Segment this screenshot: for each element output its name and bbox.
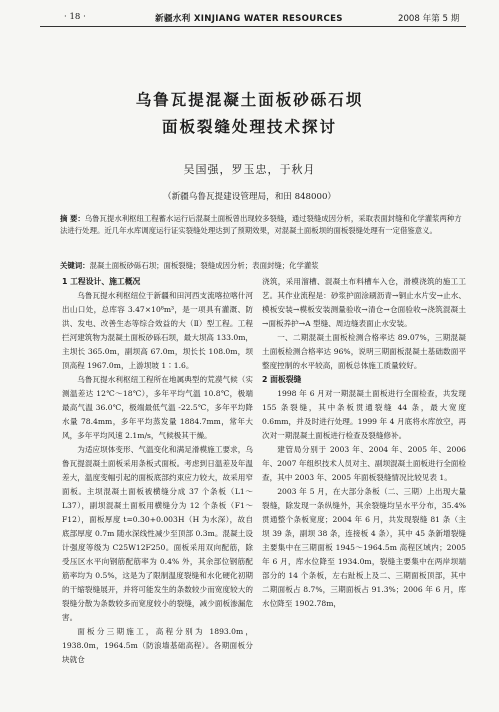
keywords-text: 混凝土面板砂砾石坝；面板裂缝；裂缝成因分析；表面封缝；化学灌浆 xyxy=(89,261,319,270)
body-paragraph: 一、二期混凝土面板检测合格率达 89.07%，三期混凝土面板检测合格率达 96%，说明三期面板混凝土基础数面平整度控制的水平较高，面板总体施工质量较好。 xyxy=(262,333,466,370)
journal-name: 新疆水利 XINJIANG WATER RESOURCES xyxy=(155,14,343,24)
body-paragraph: 建管局分别于 2003 年、2004 年、2005 年、2006 年、2007 年组织技术人员对主、副坝混凝土面板进行全面检查，其中 2003 年、2005 年面板裂缝情况比较见表 1。 xyxy=(262,445,466,482)
right-column xyxy=(262,275,466,611)
affiliation: （新疆乌鲁瓦提建设管理局，和田 848000） xyxy=(162,192,337,202)
body-paragraph: 1998 年 6 月对一期混凝土面板进行全面检查，共发现 155 条裂缝，其中条板贯通裂缝 44 条，最大宽度 0.6mm，并及时进行处理。1999 年 4 月底将水库放空，再次对一期混凝土面板进行检查及裂缝修补。 xyxy=(262,389,466,440)
header-rule xyxy=(40,26,466,27)
body-paragraph: 2003 年 5 月，在大部分条板（二、三期）上出现大量裂缝，除发现一条纵缝外，其余裂缝均呈水平分布，35.4% 贯通整个条板宽度；2004 年 6 月，共发现裂缝 81 条（主坝 39 条，副坝 38 条，连接板 4 条），其中 45 条新增裂缝主要集中在三期面板 1945～1964.5m 高程区域内；2005 年 6 月，库水位降至 1934.0m，裂缝主要集中在两岸坝端部分的 14 个条板，左右趾板上及二、三期面板顶部，其中二期面板占 8.7%，三期面板占 91.3%；2006 年 6 月，库水位降至 1902.78m， xyxy=(262,487,466,608)
body-paragraph: 乌鲁瓦提水利枢纽位于新疆和田河西支流喀拉喀什河出山口处，总库容 3.47×10⁸m³，是一项具有灌溉、防洪、发电、改善生态等综合效益的大（Ⅱ）型工程。工程拦河建筑物为混凝土面板砂砾石坝，最大坝高 133.0m，主坝长 365.0m，副坝高 67.0m，坝长长 108.0m，坝顶高程 1967.0m，上游坝坡 1∶1.6。 xyxy=(62,291,253,370)
body-paragraph: 为适应坝体变形、气温变化和满足滑模施工要求，乌鲁瓦提混凝土面板采用条板式面板。考虑到日温差及年温差大，温度变幅引起的面板底部约束应力较大，故采用窄面板。主坝混凝土面板被横缝分成 37 个条板（L1～L37），副坝混凝土面板用横缝分为 12 个条板（F1～F12），面板厚度 t=0.30+0.003H（H 为水深），故自底部厚度 0.7m 随水深线性减少至顶部 0.3m。混凝土设计强度等级为 C25W12F250。面板采用双向配筋，除受压区水平向钢筋配筋率为 0.4% 外，其余部位钢筋配筋率均为 0.5%，这是为了限制温度裂缝和水化硬化初期的干缩裂缝展开，并将可能发生的条数较少而宽度较大的裂缝分散为条数较多而宽度较小的裂缝，减少面板渗漏危害。 xyxy=(62,445,253,622)
issue-label: 2008 年第 5 期 xyxy=(398,14,460,24)
abstract-text: 乌鲁瓦提水利枢纽工程蓄水运行后混凝土面板曾出现较多裂缝，通过裂缝成因分析，采取表面封缝和化学灌浆两种方法进行处理。近几年水库调度运行证实裂缝处理达到了预期效果，对混凝土面板坝的面板裂缝处理有一定借鉴意义。 xyxy=(60,214,462,235)
section-heading: 2 面板裂缝 xyxy=(262,375,302,384)
abstract-label: 摘 要： xyxy=(60,214,85,223)
body-paragraph: 浇筑，采用溜槽、混凝土布料槽车入仓，滑模浇筑的施工工艺。其作业流程是：砂浆护面涂刷沥青→铜止水片安→止水、模板安装→模板安装测量验收→清仓→仓面验收→浇筑混凝土→面板养护→A 型缝、周边缝表面止水安装。 xyxy=(262,277,466,328)
keywords xyxy=(60,260,468,272)
article-title-line1: 乌鲁瓦提混凝土面板砂砾石坝 xyxy=(135,90,364,109)
keywords-label: 关键词： xyxy=(60,261,90,270)
section-heading: 1 工程设计、施工概况 xyxy=(62,277,141,286)
page-number: · 18 · xyxy=(64,12,86,22)
left-column xyxy=(62,275,253,667)
body-paragraph: 面板分三期施工，高程分别为 1893.0m，1938.0m，1964.5m（防浪墙基础高程）。各期面板分块就仓 xyxy=(62,627,253,664)
body-paragraph: 乌鲁瓦提水利枢纽工程所在地属典型的荒漠气候（实测温差达 12℃～18℃），多年平均气温 10.8℃，极端最高气温 36.0℃，极端最低气温 -22.5℃，多年平均降水量 78.4mm，多年平均蒸发量 1884.7mm，常年大风，多年平均风速 2.1m/s，气候极其干燥。 xyxy=(62,375,253,440)
article-title-line2: 面板裂缝处理技术探讨 xyxy=(161,117,337,136)
authors: 吴国强，罗玉忠，于秋月 xyxy=(183,163,316,176)
abstract xyxy=(60,213,468,237)
